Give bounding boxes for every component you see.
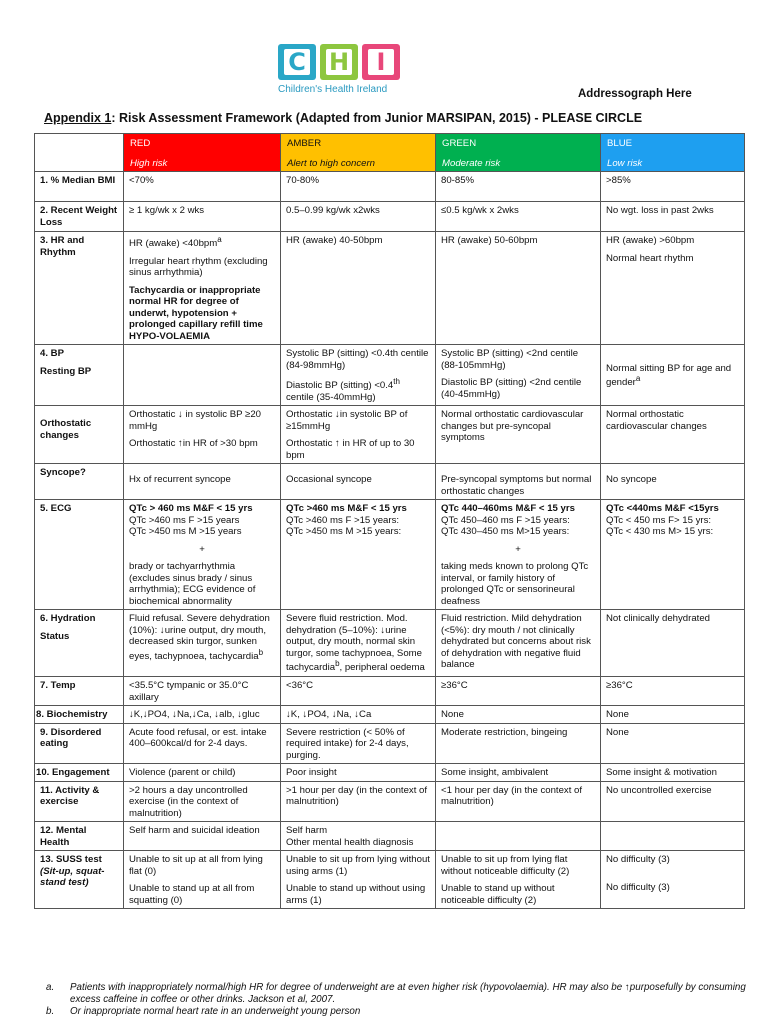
row-label: 1. % Median BMI xyxy=(35,172,124,202)
cell-red[interactable]: Violence (parent or child) xyxy=(124,764,281,782)
footnote-item: b. Or inappropriate normal heart rate in an underweight young person xyxy=(46,1005,361,1017)
cell-green[interactable]: HR (awake) 50-60bpm xyxy=(436,232,601,345)
cell-blue[interactable] xyxy=(601,822,745,851)
table-row xyxy=(35,851,745,909)
row-label: 2. Recent Weight Loss xyxy=(35,202,124,232)
cell-amber[interactable]: Occasional syncope xyxy=(281,464,436,500)
table-row xyxy=(35,406,745,464)
row-label: 9. Disordered eating xyxy=(35,723,124,764)
table-row xyxy=(35,610,745,677)
cell-amber[interactable]: 0.5–0.99 kg/wk x2wks xyxy=(281,202,436,232)
row-label: Orthostatic changes xyxy=(35,406,124,464)
cell-red[interactable]: Unable to sit up at all from lying flat (0) Unable to stand up at all from squatting (0) xyxy=(124,851,281,909)
cell-amber[interactable]: >1 hour per day (in the context of malnutrition) xyxy=(281,781,436,822)
cell-amber[interactable]: HR (awake) 40-50bpm xyxy=(281,232,436,345)
cell-red[interactable]: <70% xyxy=(124,172,281,202)
cell-red[interactable]: <35.5°C tympanic or 35.0°C axillary xyxy=(124,677,281,706)
cell-blue[interactable]: Normal sitting BP for age and gender$^a$ xyxy=(601,345,745,406)
cell-blue[interactable]: Not clinically dehydrated xyxy=(601,610,745,677)
cell-blue[interactable]: No syncope xyxy=(601,464,745,500)
table-row xyxy=(35,822,745,851)
header-row xyxy=(35,134,745,172)
cell-red[interactable]: Hx of recurrent syncope xyxy=(124,464,281,500)
chi-logo xyxy=(278,44,408,104)
table-row xyxy=(35,706,745,724)
table-row xyxy=(35,764,745,782)
cell-amber[interactable]: Unable to sit up from lying without using arms (1) Unable to stand up without using arms (1) xyxy=(281,851,436,909)
cell-blue[interactable]: No uncontrolled exercise xyxy=(601,781,745,822)
cell-red[interactable]: >2 hours a day uncontrolled exercise (in the context of malnutrition) xyxy=(124,781,281,822)
organization-name: Children's Health Ireland xyxy=(278,84,388,95)
cell-red[interactable]: HR (awake) <40bpm$^a$ Irregular heart rhythm (excluding sinus arrhythmia) Tachycardia or inappropriate normal HR for degree of underwt, hypotension + prolonged capillary refill time HYPO-VOLAEMIA xyxy=(124,232,281,345)
row-label: Syncope? xyxy=(35,464,124,500)
cell-blue[interactable]: Normal orthostatic cardiovascular changes xyxy=(601,406,745,464)
cell-blue[interactable]: >85% xyxy=(601,172,745,202)
cell-green[interactable] xyxy=(436,822,601,851)
cell-amber[interactable]: Poor insight xyxy=(281,764,436,782)
row-label: 10. Engagement xyxy=(35,764,124,782)
row-label: 11. Activity & exercise xyxy=(35,781,124,822)
cell-green[interactable]: Moderate restriction, bingeing xyxy=(436,723,601,764)
cell-amber[interactable]: <36°C xyxy=(281,677,436,706)
cell-amber[interactable]: Severe fluid restriction. Mod. dehydration (5–10%): ↓urine output, dry mouth, normal skin turgor, some tachypnoea, Some tachycardia$^b$, peripheral oedema xyxy=(281,610,436,677)
cell-red[interactable]: ↓K,↓PO4, ↓Na,↓Ca, ↓alb, ↓gluc xyxy=(124,706,281,724)
row-label: 3. HR and Rhythm xyxy=(35,232,124,345)
cell-green[interactable]: Unable to sit up from lying flat without noticeable difficulty (2) Unable to stand up without noticeable difficulty (2) xyxy=(436,851,601,909)
cell-blue[interactable]: None xyxy=(601,706,745,724)
cell-green[interactable]: <1 hour per day (in the context of malnutrition) xyxy=(436,781,601,822)
cell-red[interactable]: Self harm and suicidal ideation xyxy=(124,822,281,851)
footnotes xyxy=(46,982,746,1017)
cell-green[interactable]: ≤0.5 kg/wk x 2wks xyxy=(436,202,601,232)
footnote-item: a. Patients with inappropriately normal/high HR for degree of underweight are at even higher risk (hypovolaemia). HR may also be ↑purposefully by consuming excess caffeine in coffee or other drinks. Jackson et al, 2007. xyxy=(46,982,746,1005)
cell-green[interactable]: Systolic BP (sitting) <2nd centile (88-105mmHg) Diastolic BP (sitting) <2nd centile (40-45mmHg) xyxy=(436,345,601,406)
cell-red[interactable]: QTc > 460 ms M&F < 15 yrs QTc >460 ms F >15 years QTc >450 ms M >15 years + brady or tachyarrhythmia (excludes sinus brady / sinus arrhythmia); ECG evidence of biochemical abnormality xyxy=(124,500,281,610)
cell-red[interactable] xyxy=(124,345,281,406)
cell-amber[interactable]: 70-80% xyxy=(281,172,436,202)
risk-assessment-table xyxy=(34,133,745,909)
logo-block-i: I xyxy=(362,44,400,80)
cell-red[interactable]: Orthostatic ↓ in systolic BP ≥20 mmHg Orthostatic ↑in HR of >30 bpm xyxy=(124,406,281,464)
cell-green[interactable]: 80-85% xyxy=(436,172,601,202)
table-row xyxy=(35,781,745,822)
cell-amber[interactable]: Systolic BP (sitting) <0.4th centile (84-98mmHg) Diastolic BP (sitting) <0.4th centile (35-40mmHg) xyxy=(281,345,436,406)
row-label: 13. SUSS test (Sit-up, squat-stand test) xyxy=(35,851,124,909)
cell-blue[interactable]: HR (awake) >60bpm Normal heart rhythm xyxy=(601,232,745,345)
cell-green[interactable]: Fluid restriction. Mild dehydration (<5%): dry mouth / not clinically dehydrated but concerns about risk of dehydration with negative fluid balance xyxy=(436,610,601,677)
page-title: Appendix 1: Risk Assessment Framework (Adapted from Junior MARSIPAN, 2015) - PLEASE CIRCLE xyxy=(44,111,643,125)
cell-blue[interactable]: ≥36°C xyxy=(601,677,745,706)
cell-green[interactable]: Pre-syncopal symptoms but normal orthostatic changes xyxy=(436,464,601,500)
header-red: RED High risk xyxy=(124,134,281,172)
header-amber: AMBER Alert to high concern xyxy=(281,134,436,172)
cell-amber[interactable]: Severe restriction (< 50% of required intake) for 2-4 days, purging. xyxy=(281,723,436,764)
table-row xyxy=(35,202,745,232)
row-label: 5. ECG xyxy=(35,500,124,610)
table-row xyxy=(35,172,745,202)
table-row xyxy=(35,677,745,706)
addressograph-label: Addressograph Here xyxy=(578,88,692,100)
appendix-label: Appendix 1 xyxy=(44,111,112,125)
cell-green[interactable]: QTc 440–460ms M&F < 15 yrs QTc 450–460 ms F >15 years: QTc 430–450 ms M>15 years: + taking meds known to prolong QTc interval, or family history of prolonged QTc or sensorineural deafness xyxy=(436,500,601,610)
cell-green[interactable]: ≥36°C xyxy=(436,677,601,706)
cell-amber[interactable]: ↓K, ↓PO4, ↓Na, ↓Ca xyxy=(281,706,436,724)
logo-block-c: C xyxy=(278,44,316,80)
table-row xyxy=(35,500,745,610)
cell-amber[interactable]: QTc >460 ms M&F < 15 yrs QTc >460 ms F >15 years: QTc >450 ms M >15 years: xyxy=(281,500,436,610)
row-label: 7. Temp xyxy=(35,677,124,706)
cell-red[interactable]: Fluid refusal. Severe dehydration (10%): ↓urine output, dry mouth, decreased skin turgor, sunken eyes, tachypnoea, tachycardia$^b$ xyxy=(124,610,281,677)
cell-green[interactable]: Some insight, ambivalent xyxy=(436,764,601,782)
header-blue: BLUE Low risk xyxy=(601,134,745,172)
cell-blue[interactable]: No difficulty (3) No difficulty (3) xyxy=(601,851,745,909)
cell-amber[interactable]: Self harm Other mental health diagnosis xyxy=(281,822,436,851)
cell-blue[interactable]: Some insight & motivation xyxy=(601,764,745,782)
logo-block-h: H xyxy=(320,44,358,80)
cell-red[interactable]: Acute food refusal, or est. intake 400–600kcal/d for 2-4 days. xyxy=(124,723,281,764)
table-row xyxy=(35,232,745,345)
header-green: GREEN Moderate risk xyxy=(436,134,601,172)
cell-amber[interactable]: Orthostatic ↓in systolic BP of ≥15mmHg Orthostatic ↑ in HR of up to 30 bpm xyxy=(281,406,436,464)
cell-blue[interactable]: QTc <440ms M&F <15yrs QTc < 450 ms F> 15 yrs: QTc < 430 ms M> 15 yrs: xyxy=(601,500,745,610)
table-row xyxy=(35,464,745,500)
cell-blue[interactable]: No wgt. loss in past 2wks xyxy=(601,202,745,232)
header-blank xyxy=(35,134,124,172)
row-label: 12. Mental Health xyxy=(35,822,124,851)
row-label: 6. Hydration Status xyxy=(35,610,124,677)
cell-blue[interactable]: None xyxy=(601,723,745,764)
cell-red[interactable]: ≥ 1 kg/wk x 2 wks xyxy=(124,202,281,232)
row-label: 8. Biochemistry xyxy=(35,706,124,724)
cell-green[interactable]: None xyxy=(436,706,601,724)
table-row xyxy=(35,723,745,764)
table-row xyxy=(35,345,745,406)
title-text: Risk Assessment Framework (Adapted from Junior MARSIPAN, 2015) - PLEASE CIRCLE xyxy=(115,111,643,125)
row-label: 4. BP Resting BP xyxy=(35,345,124,406)
cell-green[interactable]: Normal orthostatic cardiovascular changes but pre-syncopal symptoms xyxy=(436,406,601,464)
